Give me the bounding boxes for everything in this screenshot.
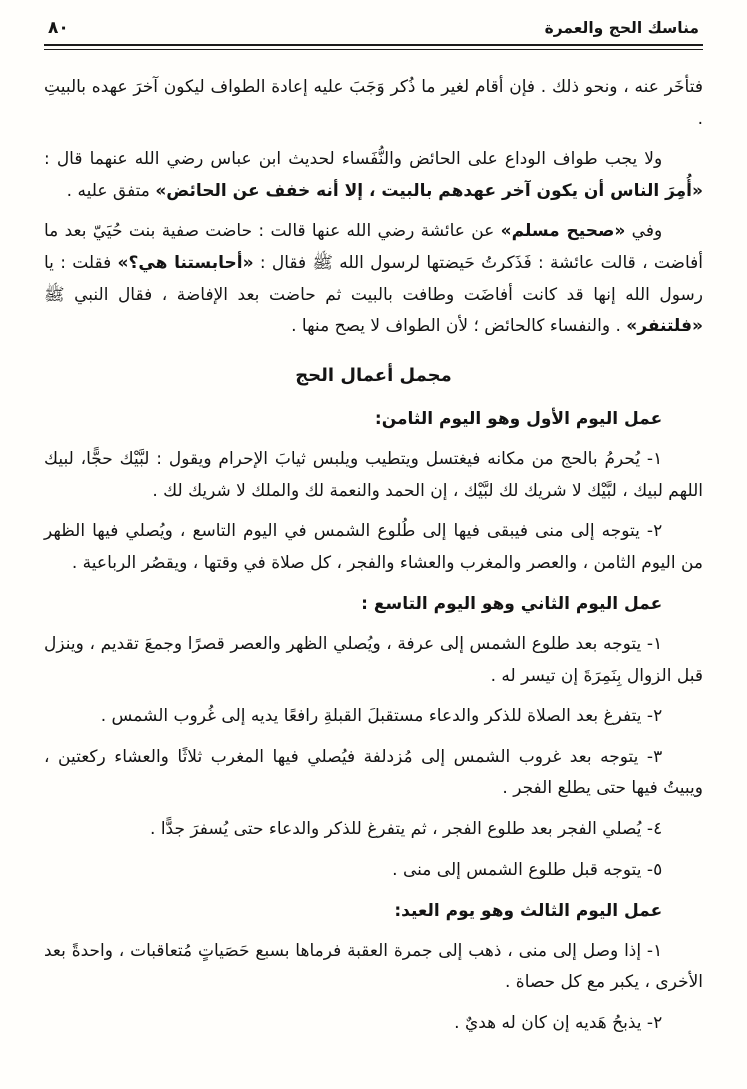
list-item: ١- إذا وصل إلى منى ، ذهب إلى جمرة العقبة فرماها بسبع حَصَياتٍ مُتعاقبات ، واحدةً بعد الأخرى ، يكبر مع كل حصاة . <box>38 940 703 993</box>
list-item: ٤- يُصلي الفجر بعد طلوع الفجر ، ثم يتفرغ للذكر والدعاء حتى يُسفرَ جدًّا . <box>150 819 663 840</box>
list-item: ٢- يتفرغ بعد الصلاة للذكر والدعاء مستقبلَ القبلةِ رافعًا يديه إلى غُروب الشمس . <box>100 706 663 727</box>
list-item: ٣- يتوجه بعد غروب الشمس إلى مُزدلفة فيُصلي فيها المغرب ثلاثًا والعشاء ركعتين ، ويبيتُ فيها حتى يطلع الفجر . <box>38 746 703 799</box>
paragraph: ولا يجب طواف الوداع على الحائض والنُّفَساء لحديث ابن عباس رضي الله عنهما قال : «أُمِرَ الناس أن يكون آخر عهدهم بالبيت ، إلا أنه خفف عن الحائض» متفق عليه . <box>38 149 703 201</box>
list-item: ١- يتوجه بعد طلوع الشمس إلى عرفة ، ويُصلي الظهر والعصر قصرًا وجمعَ تقديم ، وينزل قبل الزوال بِنَمِرَةَ إن تيسر له . <box>38 634 703 686</box>
page-number: ٨٠ <box>48 18 69 38</box>
list-item: ٥- يتوجه قبل طلوع الشمس إلى منى . <box>392 859 663 880</box>
page-body <box>38 72 703 1040</box>
list-item: ٢- يذبحُ هَديه إن كان له هديٌ . <box>454 1013 663 1034</box>
list-item: ٢- يتوجه إلى منى فيبقى فيها إلى طُلوع الشمس في اليوم التاسع ، ويُصلي فيها الظهر من اليوم الثامن ، والعصر والمغرب والعشاء والفجر ، كل صلاة في وقتها ، ويقصُر الرباعية . <box>38 521 703 573</box>
list-item: ١- يُحرمُ بالحج من مكانه فيغتسل ويتطيب ويلبس ثيابَ الإحرام ويقول : لبَّيْك حجًّا، لبيك اللهم لبيك ، لبَّيْك لا شريك لك لبَّيْك ، إن الحمد والنعمة لك والملك لا شريك لك . <box>38 448 703 501</box>
page-header <box>44 18 703 44</box>
header-divider <box>44 44 703 50</box>
book-title: مناسك الحج والعمرة <box>544 19 699 37</box>
day-subheading: عمل اليوم الثاني وهو اليوم التاسع : <box>361 594 663 615</box>
paragraph: فتأخَر عنه ، ونحو ذلك . فإن أقام لغير ما ذُكر وَجَبَ عليه إعادة الطواف ليكون آخرَ عهده بالبيتِ . <box>38 77 703 129</box>
section-heading: مجمل أعمال الحج <box>295 364 452 386</box>
day-subheading: عمل اليوم الأول وهو اليوم الثامن: <box>374 409 663 430</box>
paragraph: وفي «صحيح مسلم» عن عائشة رضي الله عنها قالت : حاضت صفية بنت حُيَيّ بعد ما أفاضت ، قالت عائشة : فَذَكرتُ حَيضتها لرسول الله ﷺ فقال : «أحابستنا هي؟» فقلت : يا رسول الله إنها قد كانت أفاضَت وطافت بالبيت ثم حاضت بعد الإفاضة ، فقال النبي ﷺ «فلتنفر» . والنفساء كالحائض ؛ لأن الطواف لا يصح منها . <box>38 221 703 337</box>
day-subheading: عمل اليوم الثالث وهو يوم العيد: <box>394 901 663 922</box>
